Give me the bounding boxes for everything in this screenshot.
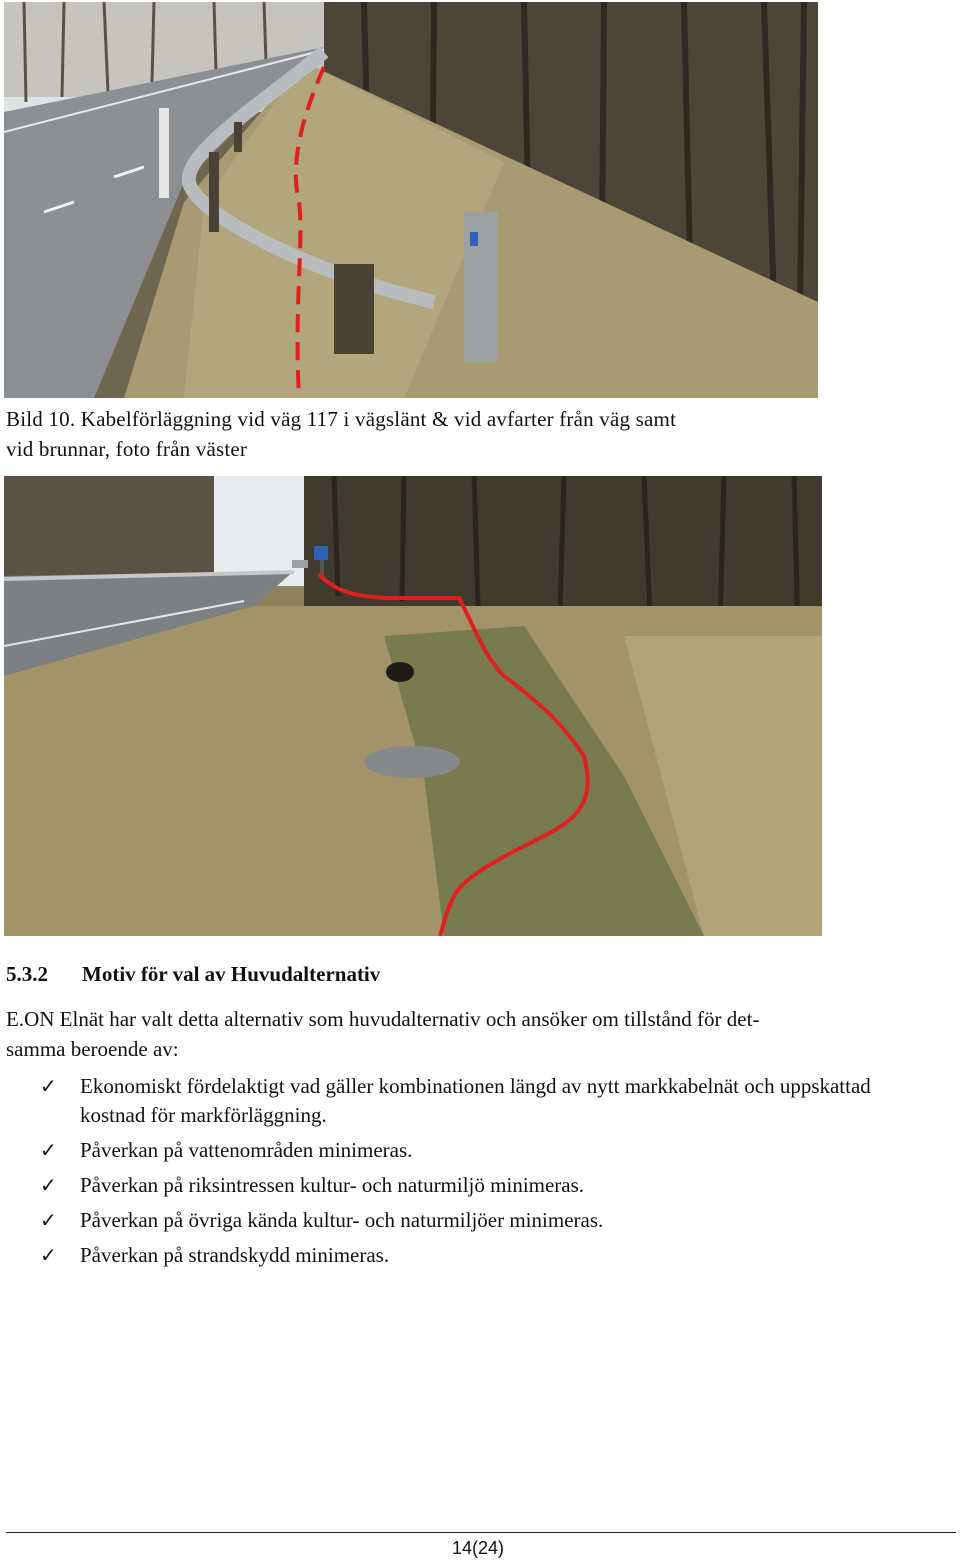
photo-road-ditch	[4, 476, 822, 936]
section-number: 5.3.2	[6, 962, 48, 986]
caption-line-1: Bild 10. Kabelförläggning vid väg 117 i vägslänt & vid avfarter från väg samt	[6, 407, 677, 431]
checkmark-icon: ✓	[40, 1208, 57, 1232]
motive-list	[40, 1072, 940, 1276]
intro-paragraph	[6, 1004, 936, 1064]
list-item	[40, 1136, 940, 1165]
list-item	[40, 1206, 940, 1235]
checkmark-icon: ✓	[40, 1074, 57, 1098]
list-item-text: Påverkan på vattenområden minimeras.	[80, 1138, 413, 1162]
footer-divider	[6, 1532, 956, 1533]
checkmark-icon: ✓	[40, 1243, 57, 1267]
photo-caption	[6, 404, 826, 464]
checkmark-icon: ✓	[40, 1138, 57, 1162]
list-item-text: Påverkan på övriga kända kultur- och naturmiljöer minimeras.	[80, 1208, 604, 1232]
checkmark-icon: ✓	[40, 1173, 57, 1197]
roadside-photo-guardrail-image	[4, 2, 818, 398]
page-number: 14(24)	[451, 1538, 505, 1558]
section-title: Motiv för val av Huvudalternativ	[82, 962, 381, 986]
list-item	[40, 1072, 940, 1130]
list-item-text: Ekonomiskt fördelaktigt vad gäller kombinationen längd av nytt markkabelnät och uppskattad kostnad för markförläggning.	[80, 1074, 871, 1127]
list-item	[40, 1241, 940, 1270]
list-item	[40, 1171, 940, 1200]
roadside-photo-ditch-image	[4, 476, 822, 936]
list-item-text: Påverkan på riksintressen kultur- och naturmiljö minimeras.	[80, 1173, 585, 1197]
intro-line-1: E.ON Elnät har valt detta alternativ som huvudalternativ och ansöker om tillstånd för det-	[6, 1007, 760, 1031]
list-item-text: Påverkan på strandskydd minimeras.	[80, 1243, 390, 1267]
section-heading	[6, 962, 380, 987]
caption-line-2: vid brunnar, foto från väster	[6, 437, 248, 461]
intro-line-2: samma beroende av:	[6, 1037, 179, 1061]
photo-road-guardrail	[4, 2, 818, 398]
